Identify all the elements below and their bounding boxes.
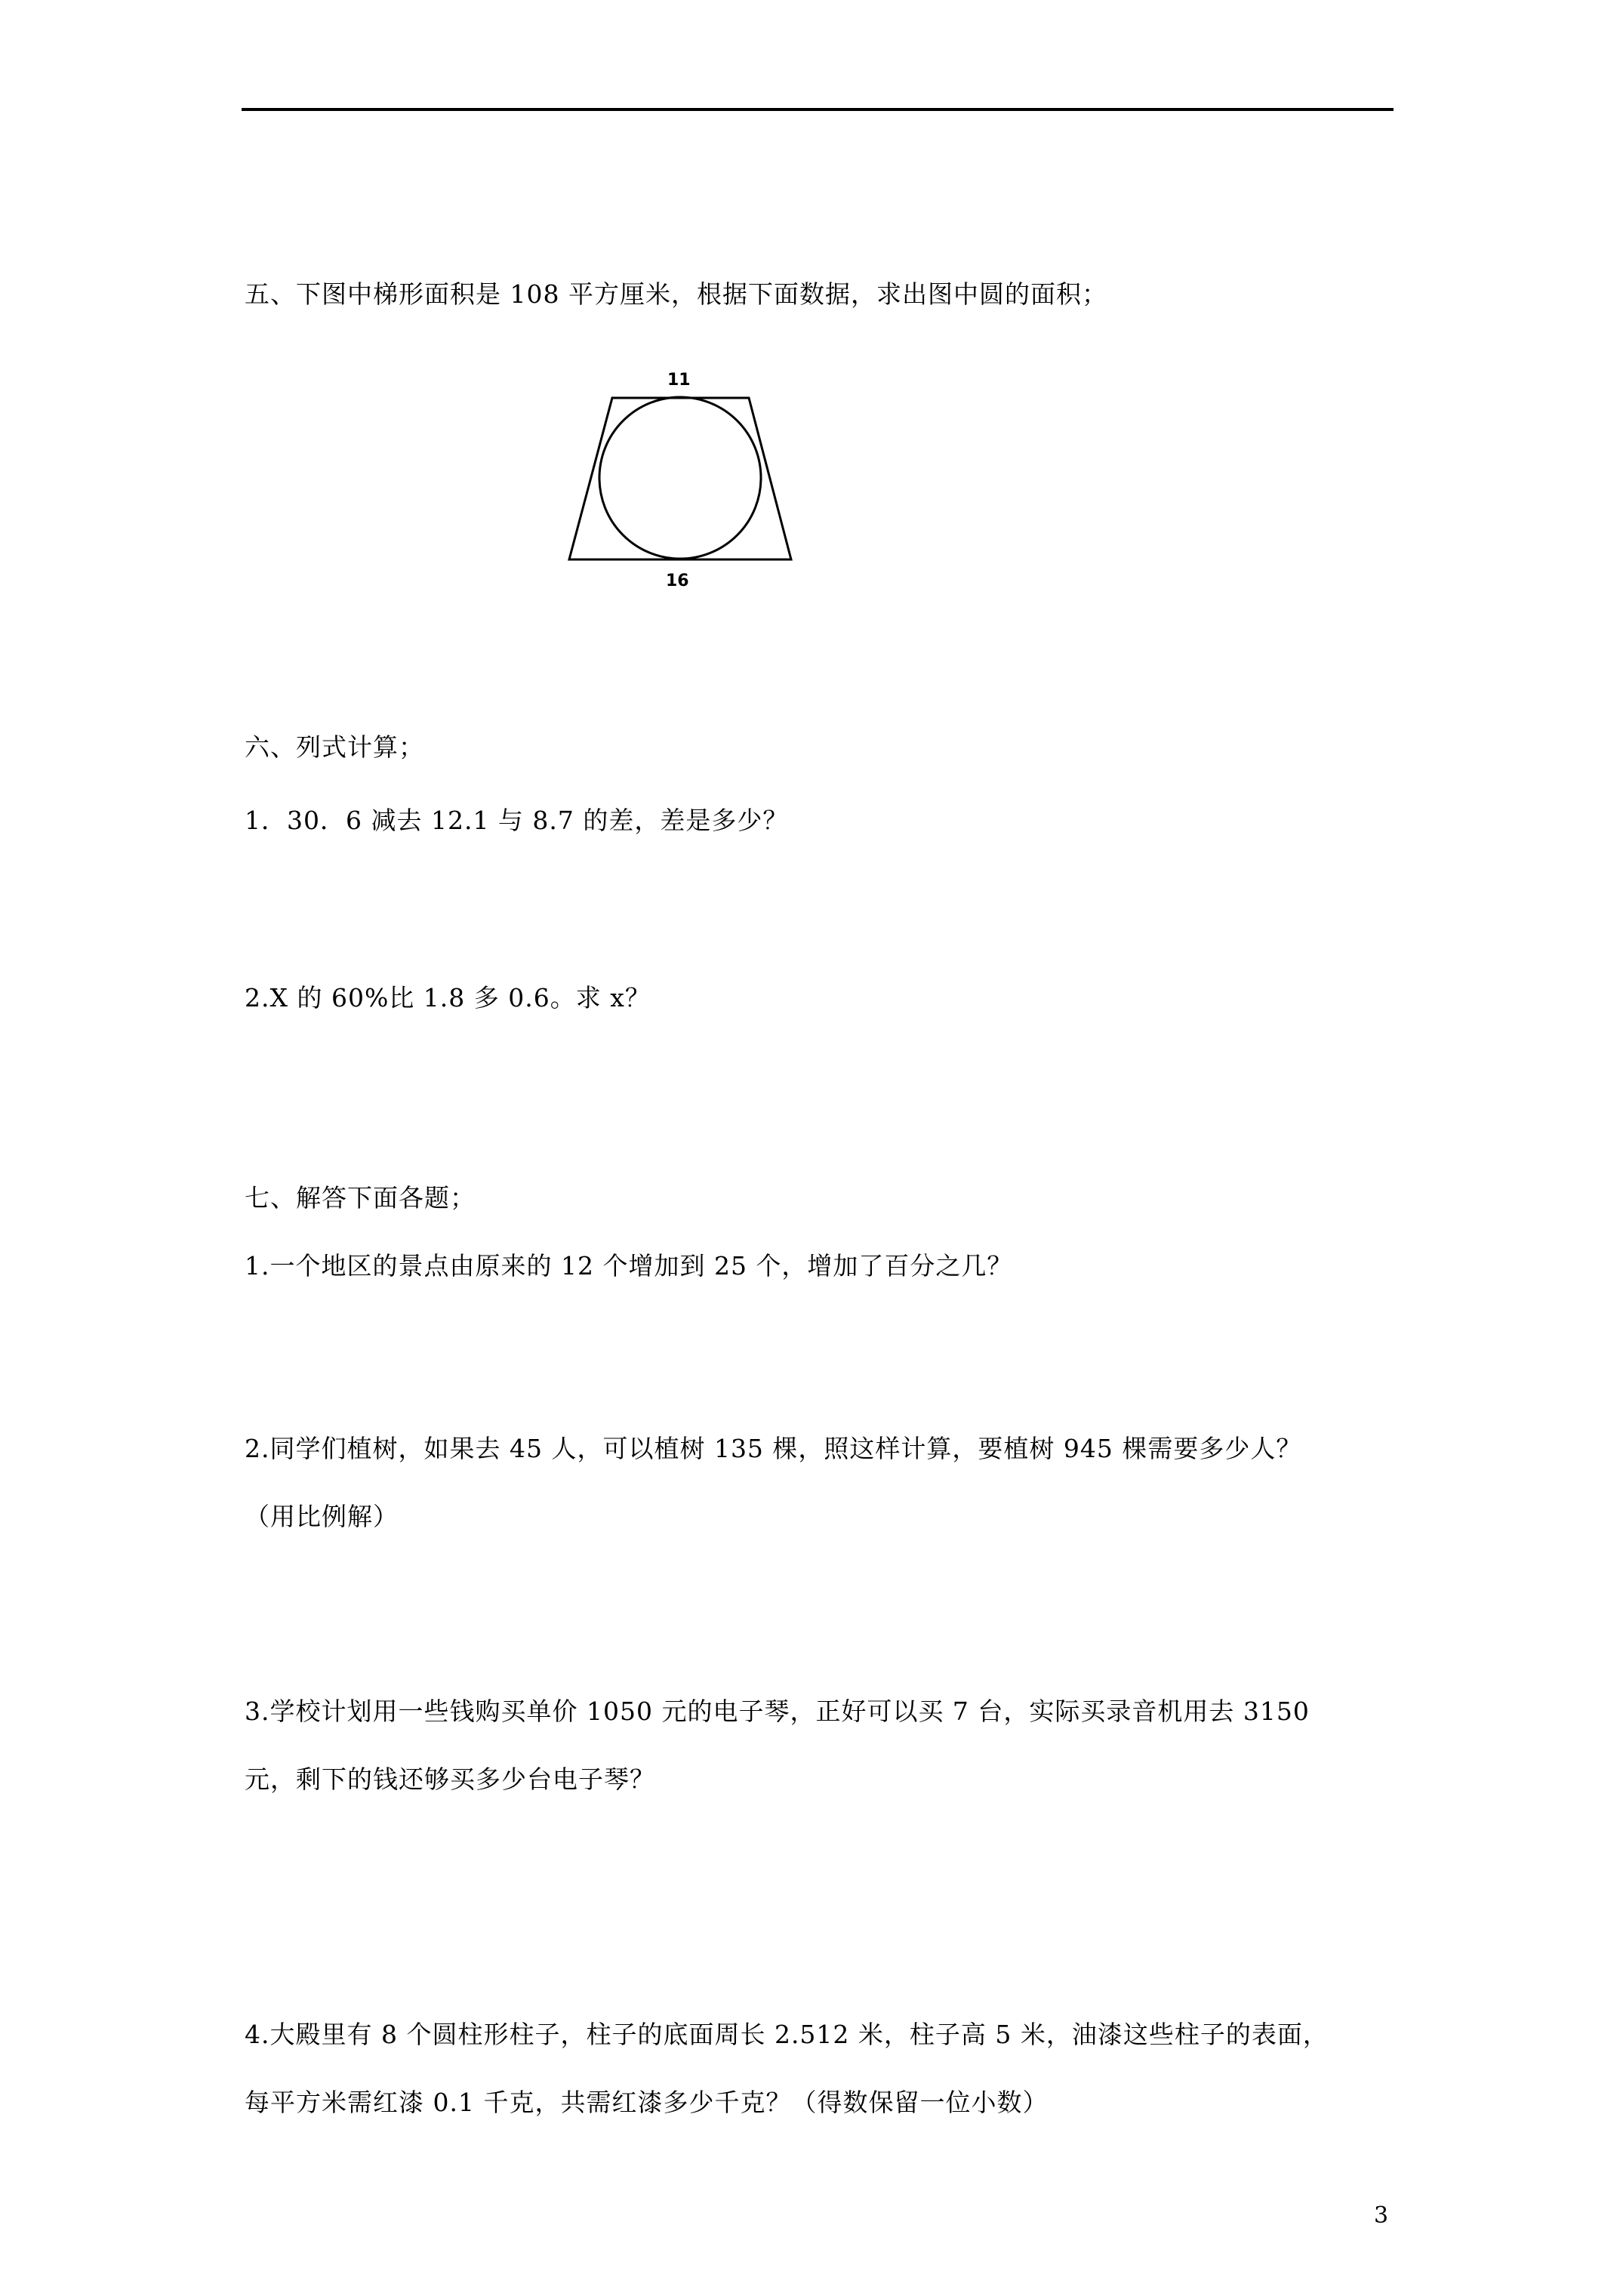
bottom-base-label: 16 <box>666 572 689 590</box>
trapezoid-shape <box>569 398 791 559</box>
page-number: 3 <box>1374 2202 1389 2229</box>
section-5-heading: 五、下图中梯形面积是 108 平方厘米，根据下面数据，求出图中圆的面积； <box>245 279 1107 309</box>
section-6-question-1: 1．30．6 减去 12.1 与 8.7 的差，差是多少？ <box>245 806 789 835</box>
section-7-question-2-line-1: 2.同学们植树，如果去 45 人，可以植树 135 棵，照这样计算，要植树 945 棵需要多少人？ <box>245 1434 1302 1463</box>
top-base-label: 11 <box>667 371 691 390</box>
section-7-question-1: 1.一个地区的景点由原来的 12 个增加到 25 个，增加了百分之几？ <box>245 1251 1013 1281</box>
section-7-question-4-line-2: 每平方米需红漆 0.1 千克，共需红漆多少千克？（得数保留一位小数） <box>245 2088 1049 2117</box>
section-7-question-3-line-1: 3.学校计划用一些钱购买单价 1050 元的电子琴，正好可以买 7 台，实际买录音机用去 3150 <box>245 1697 1310 1726</box>
inscribed-circle <box>599 397 761 559</box>
section-7-heading: 七、解答下面各题； <box>245 1183 476 1213</box>
section-7-question-4-line-1: 4.大殿里有 8 个圆柱形柱子，柱子的底面周长 2.512 米，柱子高 5 米，油漆这些柱子的表面， <box>245 2020 1329 2049</box>
section-7-question-3-line-2: 元，剩下的钱还够买多少台电子琴？ <box>245 1764 655 1794</box>
trapezoid-circle-figure <box>559 355 815 604</box>
section-6-heading: 六、列式计算； <box>245 732 424 762</box>
header-rule <box>242 108 1394 111</box>
section-6-question-2: 2.X 的 60%比 1.8 多 0.6。求 x？ <box>245 983 651 1012</box>
section-7-question-2-line-2: （用比例解） <box>245 1502 399 1531</box>
